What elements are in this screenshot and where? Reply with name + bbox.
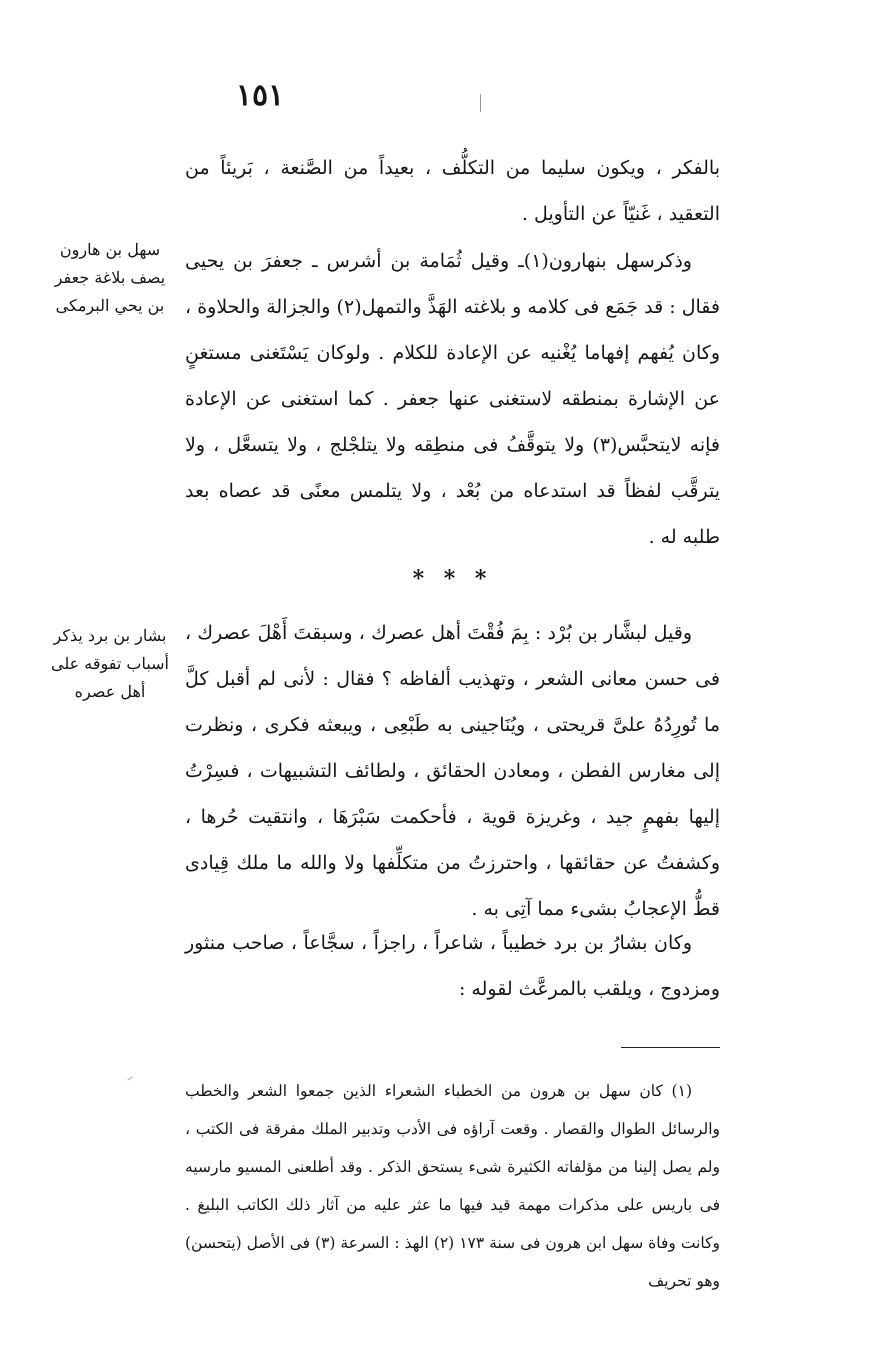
footnotes <box>185 1072 720 1300</box>
paragraph-continued <box>185 145 720 237</box>
footnote-text: (١) كان سهل بن هرون من الخطباء الشعراء الذين جمعوا الشعر والخطب والرسائل الطوال والقصار . وقعت آراؤه فى الأدب وتدبير الملك مفرقة فى الكتب ، ولم يصل إلينا من مؤلفاته الكثيرة شىء يستحق الذكر . وقد أطلعنى المسيو مارسيه فى باريس على مذكرات مهمة قيد فيها ما عثر عليه من آثار ذلك الكاتب البليغ . وكانت وفاة سهل ابن هرون فى سنة ١٧٣ (٢) الهذ : السرعة (٣) فى الأصل (يتحسن) وهو تحريف <box>185 1082 720 1290</box>
paragraph-text: بالفكر ، ويكون سليما من التكلُّف ، بعيداً من الصَّنعة ، بَريئاً من التعقيد ، غَنيّاً عن التأويل . <box>185 157 720 225</box>
paragraph-text: وذكرسهل بنهارون(١)ـ وقيل ثُمَامة بن أشرس ـ جعفرَ بن يحيى فقال : قد جَمَع فى كلامه و بلاغته الهَذَّ والتمهل(٢) والجزالة والحلاوة ، وكان يُفهم إفهاما يُغْنيه عن الإعادة للكلام . ولوكان يَسْتَغنى مستغنٍ عن الإشارة بمنطقه لاستغنى عنها جعفر . كما استغنى عن الإعادة فإنه لايتحبَّس(٣) ولا يتوقَّفُ فى منطِقه ولا يتلجْلج ، ولا يتسعَّل ، ولا يترقَّب لفظاً قد استدعاه من بُعْد ، ولا يتلمس معنًى قد عصاه بعد طلبه له . <box>185 250 720 548</box>
footnote-divider <box>621 1047 720 1048</box>
margin-note-sahl: سهل بن هارون يصف بلاغة جعفر بن يحي البرمكى <box>54 240 166 315</box>
paragraph-bashar-titles <box>185 920 720 1012</box>
page-number: ١٥١ <box>235 78 285 113</box>
scan-artifact <box>480 94 481 112</box>
paragraph-text: وقيل لبشَّار بن بُرْد : بِمَ فُقْتَ أهل عصرك ، وسبقتَ أَهْلَ عصرك ، فى حسن معانى الشعر ، وتهذيب ألفاظه ؟ فقال : لأنى لم أقبل كلَّ ما تُورِدُهُ علىَّ قريحتى ، ويُنَاجينى به طَبْعِى ، ويبعثه فكرى ، ونظرت إلى مغارس الفطن ، ومعادن الحقائق ، ولطائف التشبيهات ، فسِرْتُ إليها بفهمٍ جيد ، وغريزة قوية ، فأحكمت سَبْرَهَا ، وانتقيت حُرها ، وكشفتُ عن حقائقها ، واحترزتُ من متكلِّفها ولا والله ما ملك قِيادى قطُّ الإعجابُ بشىء مما آتِى به . <box>185 622 720 920</box>
margin-note-bashar: بشار بن برد يذكر أسباب تفوقه على أهل عصره <box>50 626 169 701</box>
scan-artifact <box>127 1076 132 1080</box>
paragraph-bashar <box>185 610 720 932</box>
paragraph-text: وكان بشارُ بن برد خطيباً ، شاعراً ، راجزاً ، سجَّاعاً ، صاحب منثور ومزدوج ، ويلقب بالمرعَّث لقوله : <box>185 932 720 1000</box>
paragraph-sahl-ibn-harun <box>185 238 720 560</box>
section-separator: * * * <box>412 566 493 592</box>
